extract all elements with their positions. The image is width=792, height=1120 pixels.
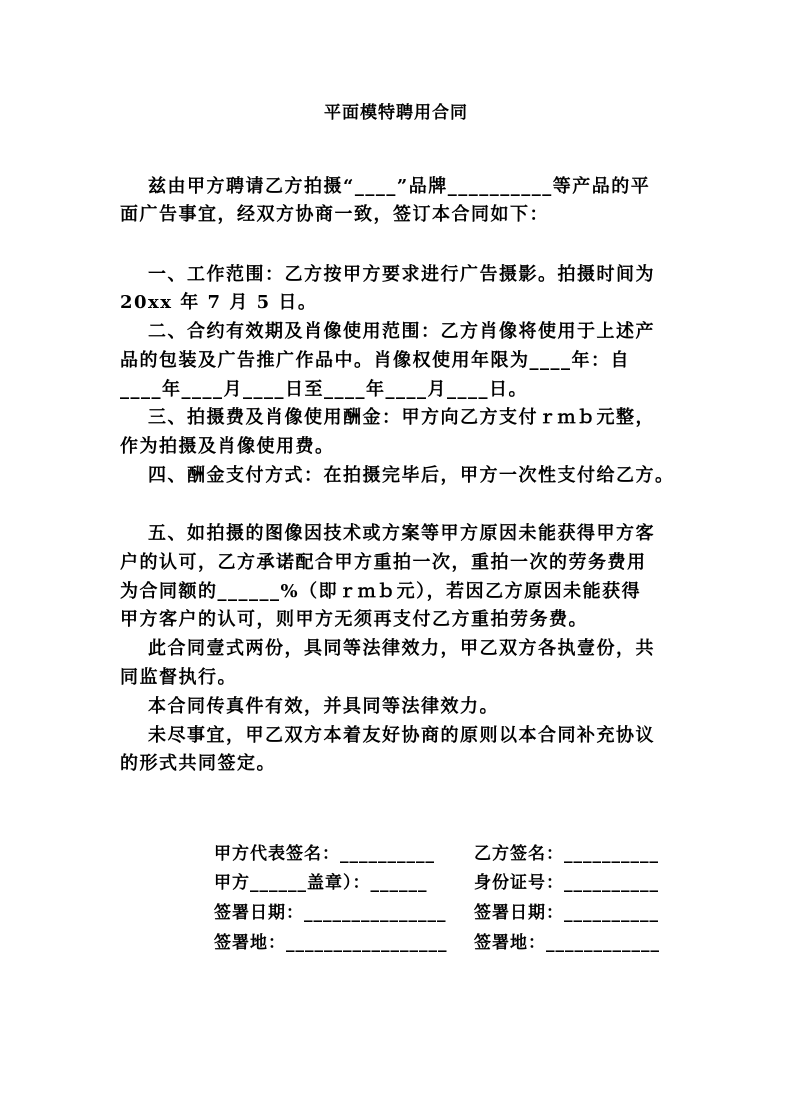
fax-validity-line: 本合同传真件有效，并具同等法律效力。 bbox=[148, 696, 499, 717]
party-b-sign-place: 签署地：____________ bbox=[474, 933, 660, 953]
party-b-sign-date: 签署日期：__________ bbox=[474, 903, 659, 923]
intro-line-2: 面广告事宜，经双方协商一致，签订本合同如下： bbox=[120, 204, 549, 225]
intro-line-1: 兹由甲方聘请乙方拍摄“____”品牌__________等产品的平 bbox=[148, 176, 651, 197]
clause-2-line-1: 二、合约有效期及肖像使用范围：乙方肖像将使用于上述产 bbox=[148, 321, 655, 342]
clause-5-line-1: 五、如拍摄的图像因技术或方案等甲方原因未能获得甲方客 bbox=[148, 523, 655, 544]
clause-3-line-1: 三、拍摄费及肖像使用酬金：甲方向乙方支付ｒｍｂ元整， bbox=[148, 407, 655, 428]
clause-2-line-3: ____年____月____日至____年____月____日。 bbox=[120, 379, 528, 400]
supplement-line-1: 未尽事宜，甲乙双方本着友好协商的原则以本合同补充协议 bbox=[148, 725, 655, 746]
supplement-line-2: 的形式共同签定。 bbox=[120, 753, 276, 774]
clause-4-line-1: 四、酬金支付方式：在拍摄完毕后，甲方一次性支付给乙方。 bbox=[148, 465, 675, 486]
copies-line-1: 此合同壹式两份，具同等法律效力，甲乙双方各执壹份，共 bbox=[148, 638, 655, 659]
clause-5-line-2: 户的认可，乙方承诺配合甲方重拍一次，重拍一次的劳务费用 bbox=[120, 552, 647, 573]
clause-5-line-3: 为合同额的______%（即ｒｍｂ元），若因乙方原因未能获得 bbox=[120, 581, 642, 602]
party-a-sign-place: 签署地：_________________ bbox=[214, 933, 448, 953]
clause-5-line-4: 甲方客户的认可，则甲方无须再支付乙方重拍劳务费。 bbox=[120, 609, 588, 630]
party-a-seal: 甲方______盖章）：______ bbox=[214, 873, 428, 893]
document-title: 平面模特聘用合同 bbox=[324, 103, 468, 123]
party-b-signature: 乙方签名：__________ bbox=[474, 844, 659, 864]
copies-line-2: 同监督执行。 bbox=[120, 667, 237, 688]
clause-3-line-2: 作为拍摄及肖像使用费。 bbox=[120, 436, 335, 457]
party-b-id-number: 身份证号：__________ bbox=[474, 873, 659, 893]
party-a-sign-date: 签署日期：_______________ bbox=[214, 903, 447, 923]
clause-2-line-2: 品的包装及广告推广作品中。肖像权使用年限为____年：自 bbox=[120, 350, 630, 371]
clause-1-line-2: 20xx 年 7 月 5 日。 bbox=[120, 292, 318, 313]
clause-1-line-1: 一、工作范围：乙方按甲方要求进行广告摄影。拍摄时间为 bbox=[148, 264, 655, 285]
party-a-rep-signature: 甲方代表签名：__________ bbox=[214, 844, 435, 864]
